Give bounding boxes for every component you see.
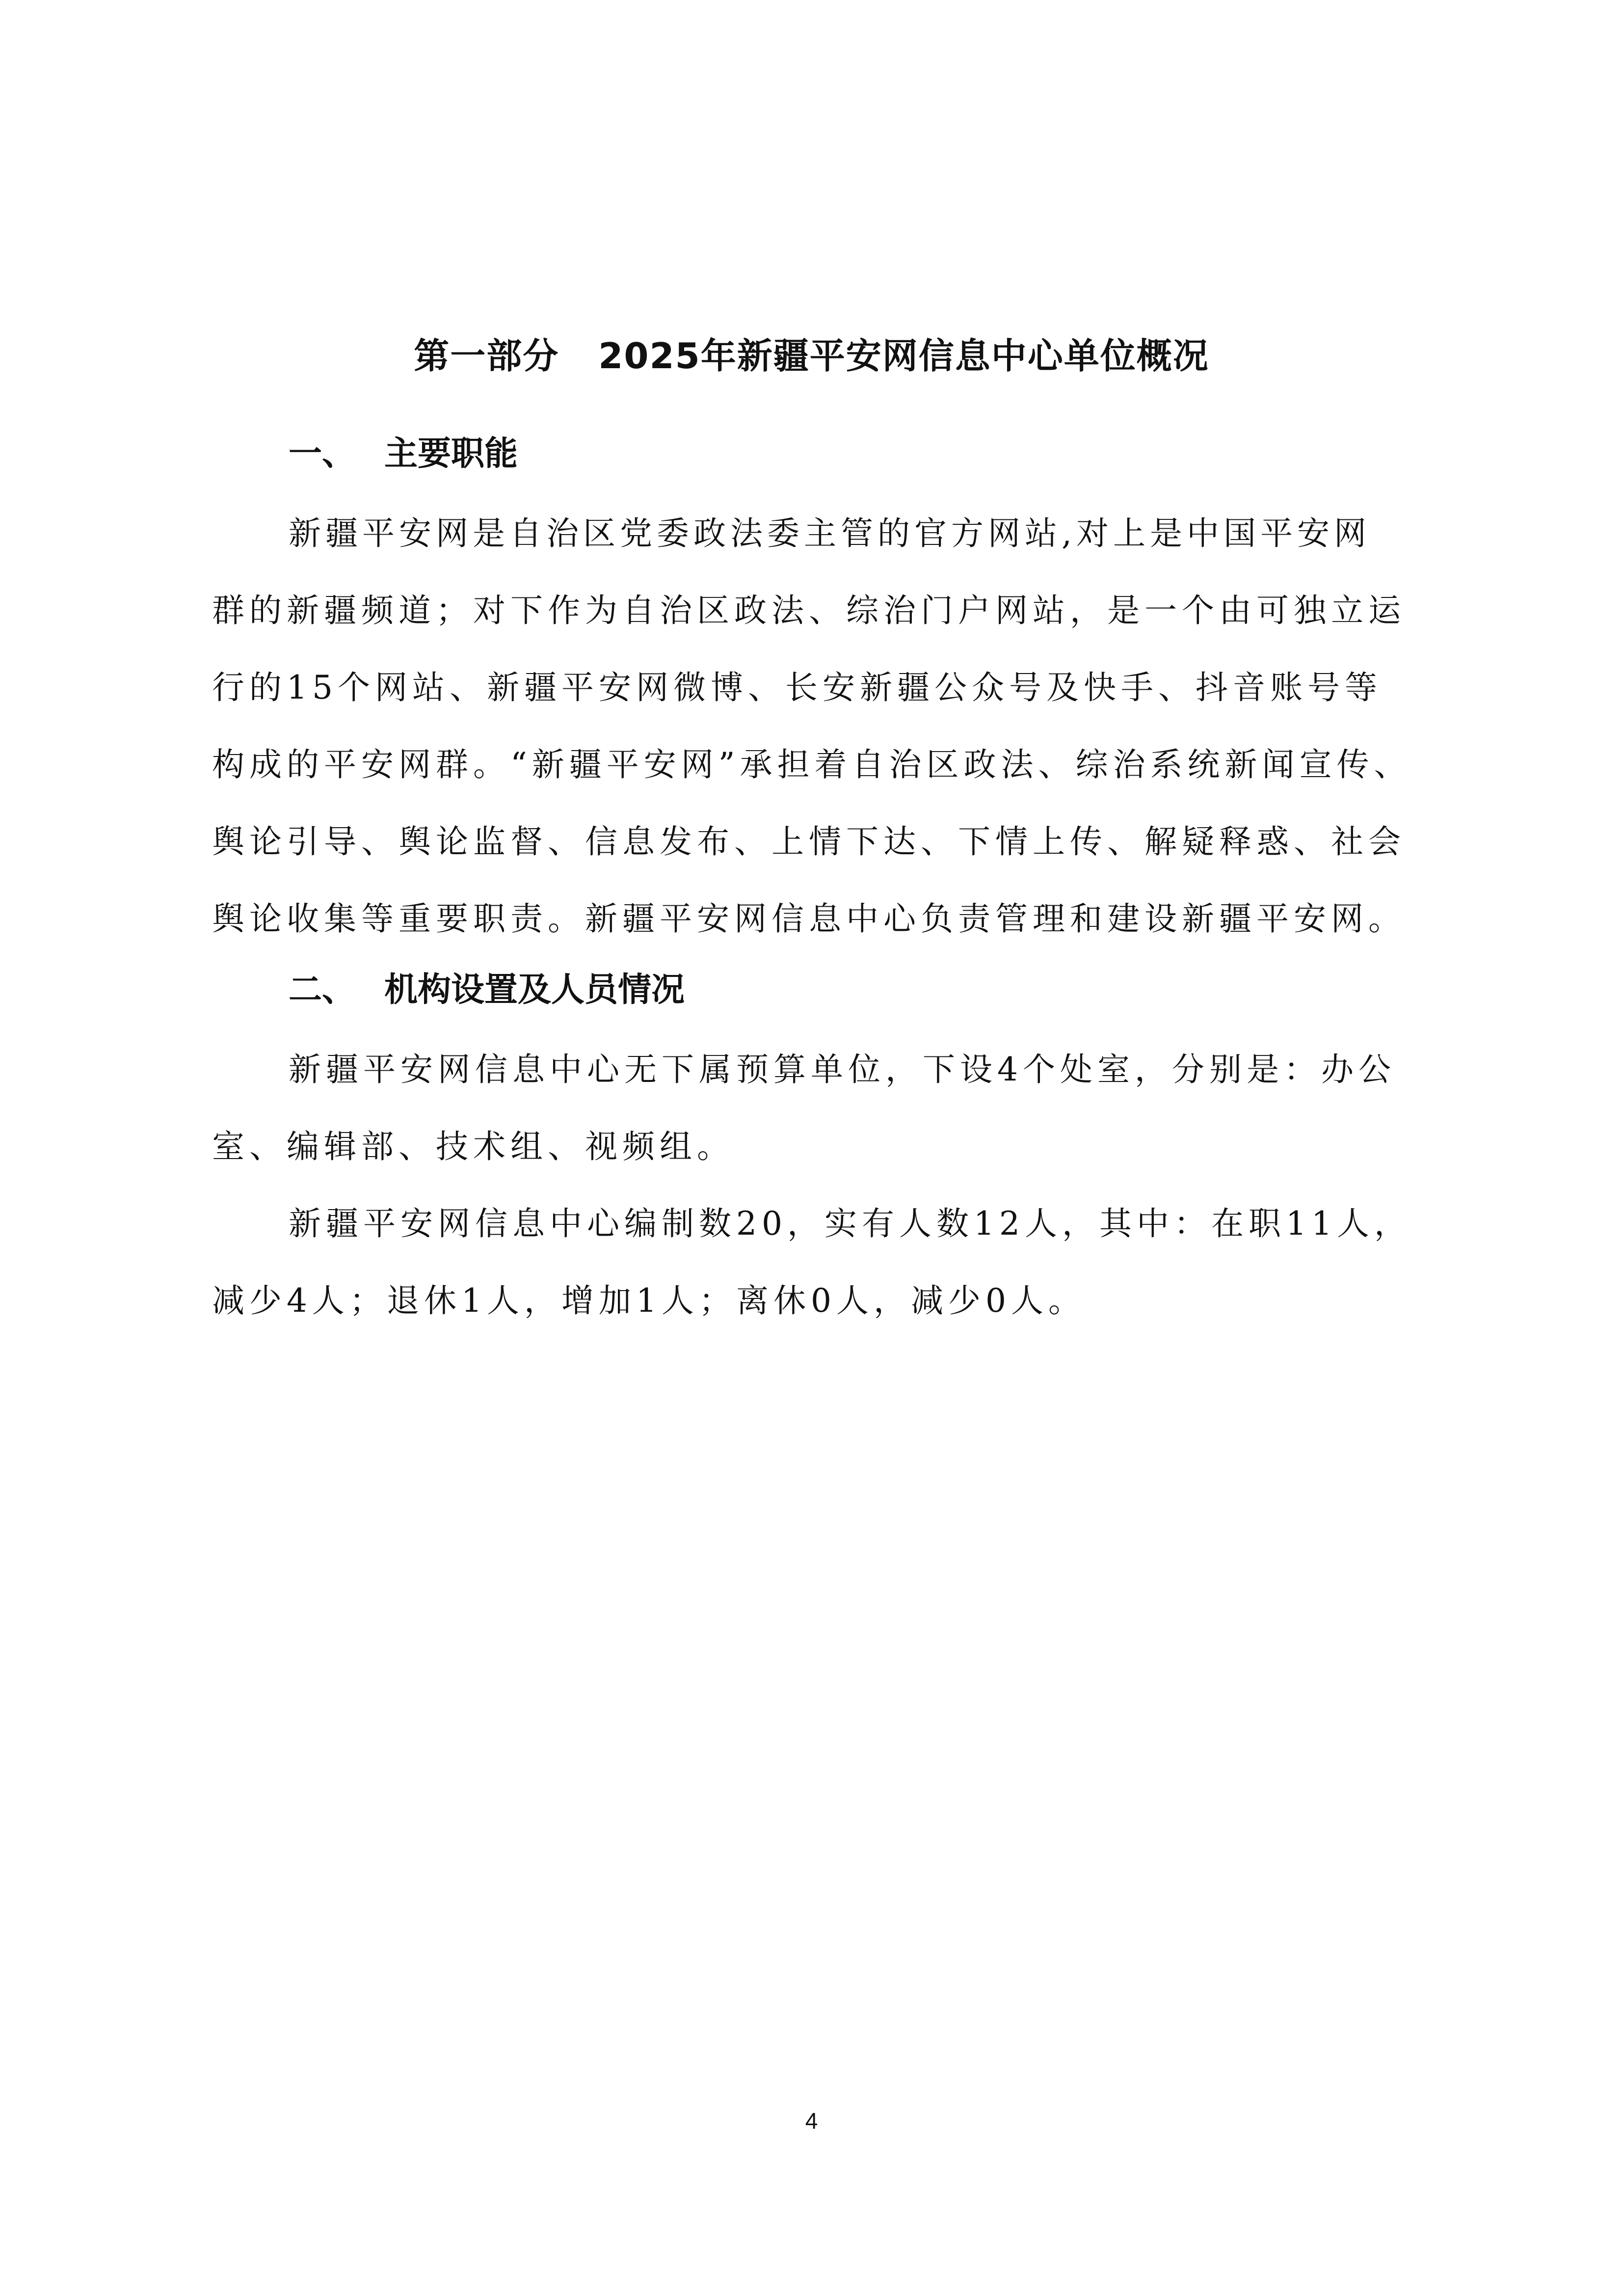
paragraph-line: 室、编辑部、技术组、视频组。 xyxy=(212,1128,734,1165)
section-number-2: 二、 xyxy=(289,971,356,1009)
section-heading-2 xyxy=(289,963,685,1017)
paragraph-line: 构成的平安网群。“新疆平安网”承担着自治区政法、综治系统新闻宣传、 xyxy=(212,746,1411,783)
section-number-1: 一、 xyxy=(289,434,356,473)
section-heading-1 xyxy=(289,427,518,481)
section-title-2: 机构设置及人员情况 xyxy=(384,971,685,1009)
paragraph-line: 新疆平安网信息中心无下属预算单位，下设4个处室，分别是：办公 xyxy=(289,1051,1396,1088)
title-main: 2025年新疆平安网信息中心单位概况 xyxy=(598,335,1209,377)
section-title-1: 主要职能 xyxy=(384,434,518,473)
paragraph-line: 群的新疆频道；对下作为自治区政法、综治门户网站，是一个由可独立运 xyxy=(212,592,1406,629)
paragraph-line: 舆论收集等重要职责。新疆平安网信息中心负责管理和建设新疆平安网。 xyxy=(212,900,1406,938)
page-number: 4 xyxy=(805,2108,818,2134)
title-part: 第一部分 xyxy=(414,335,559,377)
paragraph-line: 行的15个网站、新疆平安网微博、长安新疆公众号及快手、抖音账号等 xyxy=(212,669,1382,706)
page-title xyxy=(0,324,1623,388)
paragraph-line: 减少4人；退休1人，增加1人；离休0人，减少0人。 xyxy=(212,1282,1086,1320)
paragraph-line: 新疆平安网信息中心编制数20，实有人数12人，其中：在职11人， xyxy=(289,1205,1411,1243)
paragraph-line: 舆论引导、舆论监督、信息发布、上情下达、下情上传、解疑释惑、社会 xyxy=(212,823,1406,861)
paragraph-line: 新疆平安网是自治区党委政法委主管的官方网站,对上是中国平安网 xyxy=(289,514,1371,552)
